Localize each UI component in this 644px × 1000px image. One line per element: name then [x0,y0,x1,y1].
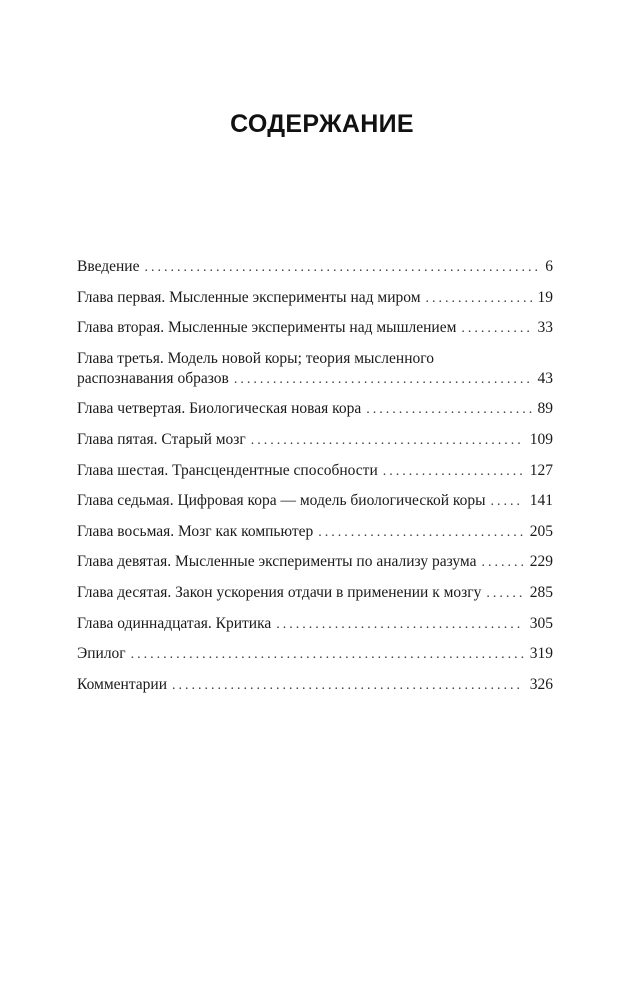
toc-entry-title: Глава восьмая. Мозг как компьютер [77,522,314,540]
toc-entry-title: Глава пятая. Старый мозг [77,430,246,448]
toc-leader-dots [482,553,524,573]
toc-page-number: 229 [529,553,553,571]
toc-page-number: 89 [537,400,553,418]
toc-line [77,644,553,665]
toc-line [77,522,553,543]
toc-line [77,583,553,604]
toc-line [77,430,553,451]
toc-entry-title: Глава вторая. Мысленные эксперименты над мышлением [77,319,457,337]
toc-entry-title: Глава седьмая. Цифровая кора — модель биологической коры [77,492,486,510]
toc-line [77,461,553,482]
toc-entry-chapter-6 [77,461,553,482]
toc-entry-chapter-3 [77,349,553,390]
toc-entry-epilogue [77,644,553,665]
toc-leader-dots [172,676,524,696]
toc-leader-dots [318,523,523,543]
toc-entry-title: Глава четвертая. Биологическая новая кора [77,400,362,418]
toc-leader-dots [366,400,531,420]
toc-entry-chapter-11 [77,614,553,635]
toc-entry-chapter-8 [77,522,553,543]
toc-entry-introduction [77,257,553,278]
toc-page-number: 285 [529,583,553,601]
toc-leader-dots [251,431,524,451]
toc-page-number: 141 [529,492,553,510]
toc-line [77,675,553,696]
toc-leader-dots [426,289,532,309]
toc-entry-title: Глава десятая. Закон ускорения отдачи в применении к мозгу [77,583,482,601]
toc-page-number: 326 [529,675,553,693]
toc-entry-chapter-1 [77,288,553,309]
toc-entry-title: Глава шестая. Трансцендентные способности [77,461,378,479]
toc-entry-title: Глава девятая. Мысленные эксперименты по анализу разума [77,553,477,571]
toc-line [77,288,553,309]
toc-entry-chapter-9 [77,552,553,573]
table-of-contents [77,257,553,705]
toc-page-number: 205 [529,522,553,540]
toc-entry-chapter-10 [77,583,553,604]
toc-entry-chapter-2 [77,318,553,339]
toc-leader-dots [383,462,524,482]
toc-entry-chapter-5 [77,430,553,451]
toc-leader-dots [144,258,539,278]
toc-line [77,399,553,420]
toc-entry-chapter-7 [77,491,553,512]
toc-page-number: 305 [529,614,553,632]
toc-entry-chapter-4 [77,399,553,420]
toc-page-number: 109 [529,430,553,448]
toc-page-number: 6 [545,258,553,275]
toc-leader-dots [461,319,531,339]
toc-page-number: 43 [537,369,553,387]
toc-page-number: 33 [537,319,553,337]
toc-page-number: 19 [537,288,553,306]
toc-entry-title: Введение [77,258,140,275]
toc-leader-dots [486,584,523,604]
toc-entry-title: Глава первая. Мысленные эксперименты над миром [77,288,421,306]
toc-line [77,614,553,635]
toc-leader-dots [276,615,524,635]
toc-entry-comments [77,675,553,696]
toc-line [77,552,553,573]
toc-leader-dots [234,370,532,390]
page-title: СОДЕРЖАНИЕ [230,110,414,138]
toc-leader-dots [131,645,524,665]
toc-entry-title-first-line: Глава третья. Модель новой коры; теория мысленного [77,349,434,367]
toc-entry-title: распознавания образов [77,369,229,387]
toc-line [77,257,553,278]
toc-entry-title: Глава одиннадцатая. Критика [77,614,272,632]
toc-page-number: 127 [529,461,553,479]
toc-entry-title: Эпилог [77,645,126,663]
toc-page-number: 319 [529,645,553,663]
toc-line [77,318,553,339]
toc-line [77,369,553,390]
toc-leader-dots [491,492,524,512]
toc-entry-title: Комментарии [77,675,167,693]
toc-line [77,491,553,512]
